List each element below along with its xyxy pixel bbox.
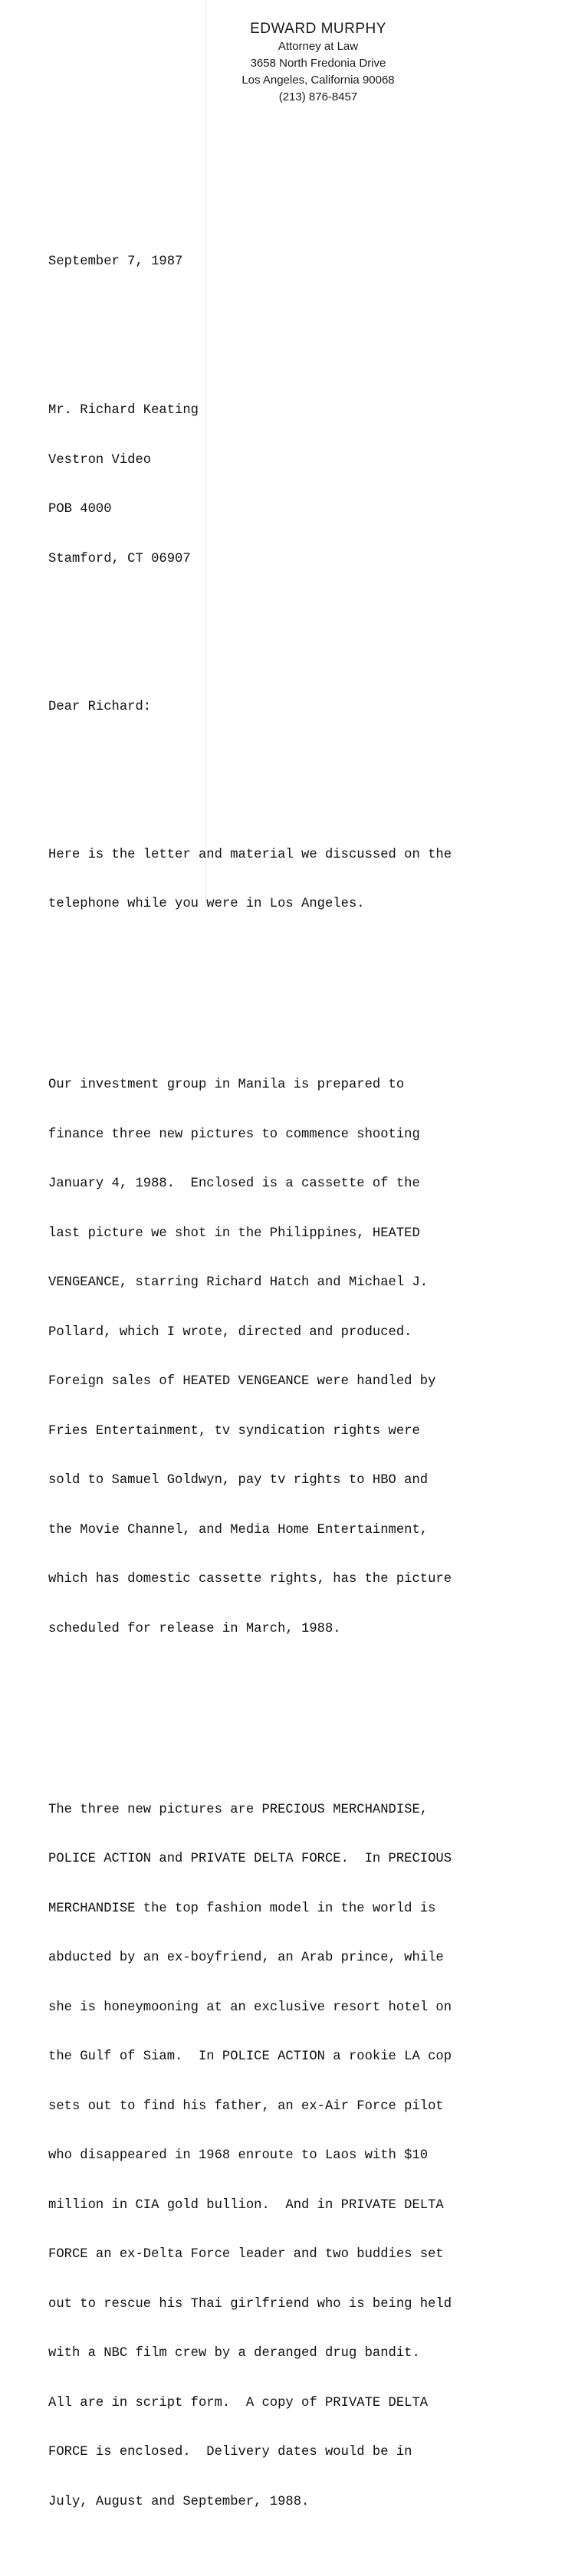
paragraph-line: Our investment group in Manila is prepared to [48,1078,405,1092]
paragraph-line: FORCE is enclosed. Delivery dates would be in [48,2445,412,2460]
paragraph-line: All are in script form. A copy of PRIVATE DELTA [48,2395,429,2410]
paragraph-line: January 4, 1988. Enclosed is a cassette of the [48,1176,420,1191]
paragraph-line: the Gulf of Siam. In POLICE ACTION a rookie LA cop [48,2049,452,2064]
paragraph-line: sold to Samuel Goldwyn, pay tv rights to HBO and [48,1473,429,1488]
paragraph-line: Fries Entertainment, tv syndication rights were [48,1423,420,1439]
paragraph-line: with a NBC film crew by a deranged drug bandit. [48,2346,420,2361]
recipient-line: Mr. Richard Keating [48,403,199,418]
salutation: Dear Richard: [48,699,152,714]
paragraph-line: out to rescue his Thai girlfriend who is being held [48,2296,452,2312]
recipient-line: Stamford, CT 06907 [48,551,191,566]
paragraph-line: Pollard, which I wrote, directed and produced. [48,1324,412,1340]
paragraph-line: FORCE an ex-Delta Force leader and two buddies set [48,2247,444,2262]
paragraph-line: MERCHANDISE the top fashion model in the world is [48,1901,436,1916]
letterhead [184,20,452,106]
paragraph-line: she is honeymooning at an exclusive resort hotel on [48,2000,452,2015]
paragraph-2 [48,1044,570,1670]
paragraph-line: telephone while you were in Los Angeles. [48,897,365,911]
paragraph-line: finance three new pictures to commence shooting [48,1127,420,1142]
paragraph-line: sets out to find his father, an ex-Air Force pilot [48,2099,444,2114]
letterhead-phone: (213) 876-8457 [278,90,358,103]
recipient-line: Vestron Video [48,452,152,468]
paragraph-line: who disappeared in 1968 enroute to Laos with $10 [48,2148,429,2163]
letterhead-city: Los Angeles, California 90068 [241,74,395,87]
letter-date: September 7, 1987 [48,254,183,269]
paragraph-line: Foreign sales of HEATED VENGEANCE were handled by [48,1374,436,1389]
letterhead-name: EDWARD MURPHY [250,21,386,37]
paragraph-line: last picture we shot in the Philippines, HEATED [48,1226,420,1241]
paragraph-3 [48,1769,570,2544]
letter-body [48,221,570,2576]
paragraph-line: which has domestic cassette rights, has the picture [48,1572,452,1587]
paragraph-line: Here is the letter and material we discussed on the [48,847,452,862]
paragraph-line: the Movie Channel, and Media Home Entertainment, [48,1522,429,1537]
paragraph-line: abducted by an ex-boyfriend, an Arab prince, while [48,1951,444,1965]
paragraph-line: million in CIA gold bullion. And in PRIVATE DELTA [48,2197,444,2213]
paragraph-1 [48,814,570,946]
paragraph-line: July, August and September, 1988. [48,2494,310,2509]
recipient-line: POB 4000 [48,502,112,517]
paragraph-line: The three new pictures are PRECIOUS MERCHANDISE, [48,1802,429,1817]
paragraph-line: scheduled for release in March, 1988. [48,1621,341,1636]
letterhead-title: Attorney at Law [278,40,359,53]
paragraph-line: POLICE ACTION and PRIVATE DELTA FORCE. In PRECIOUS [48,1852,452,1866]
paragraph-line: VENGEANCE, starring Richard Hatch and Michael J. [48,1275,429,1290]
letterhead-street: 3658 North Fredonia Drive [250,57,386,70]
recipient-address [48,369,570,600]
